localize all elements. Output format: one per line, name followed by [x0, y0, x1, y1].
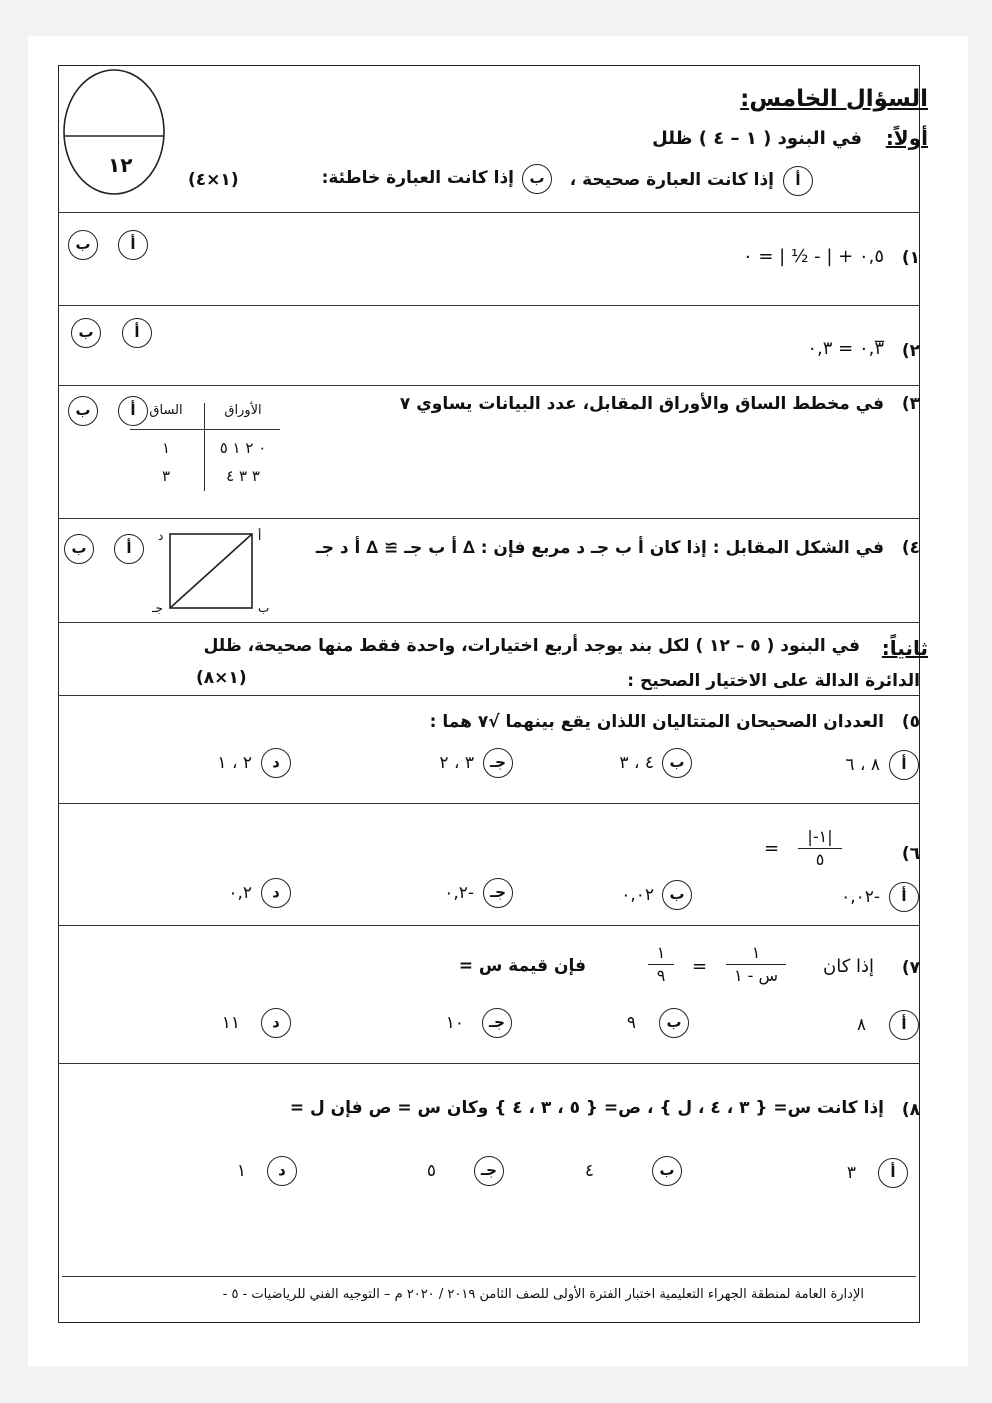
- part1-label: أولاً:: [885, 126, 928, 150]
- footer-divider: [62, 1276, 916, 1277]
- q1-choice-b[interactable]: ب: [68, 230, 98, 260]
- q6-choice-b[interactable]: ب: [662, 880, 692, 910]
- q6-choice-a[interactable]: أ: [889, 882, 919, 912]
- q5-number: ٥): [901, 712, 920, 732]
- divider: [58, 622, 920, 623]
- q7-choice-c[interactable]: جـ: [482, 1008, 512, 1038]
- table-divider: [204, 403, 205, 491]
- q1-number: ١): [901, 248, 920, 268]
- q7-lhs-denominator: س - ١: [733, 965, 779, 985]
- q5-statement: العددان الصحيحان المتتاليان اللذان يقع بينهما √٧ هما :: [429, 712, 884, 732]
- q7-option-b: ٩: [626, 1013, 636, 1033]
- q4-number: ٤): [901, 538, 920, 558]
- vertex-a: أ: [258, 529, 262, 543]
- q7-rhs-fraction: [648, 944, 674, 984]
- leaf-header: الأوراق: [224, 403, 262, 418]
- q3-number: ٣): [901, 394, 920, 414]
- q8-option-d: ١: [236, 1161, 246, 1181]
- q3-choice-b[interactable]: ب: [68, 396, 98, 426]
- q5-option-d: ٢ ، ١: [217, 753, 252, 773]
- q6-option-c: -٠,٢: [444, 883, 474, 903]
- fraction-bar: [726, 964, 786, 965]
- divider: [58, 803, 920, 804]
- q7-prefix: إذا كان: [822, 956, 874, 977]
- q7-choice-d[interactable]: د: [261, 1008, 291, 1038]
- q8-option-c: ٥: [426, 1161, 436, 1181]
- q8-statement: إذا كانت س= { ٣ ، ٤ ، ل } ، ص= { ٥ ، ٣ ، ٤ } وكان س = ص فإن ل =: [289, 1098, 884, 1118]
- instr-b-text: إذا كانت العبارة خاطئة:: [321, 168, 514, 188]
- footer-text: الإدارة العامة لمنطقة الجهراء التعليمية اختبار الفترة الأولى للصف الثامن ٢٠١٩ / ٢٠٢٠ م – التوجيه الفني للرياضيات - ٥ -: [222, 1287, 864, 1302]
- q2-number: ٢): [901, 341, 920, 361]
- divider: [58, 925, 920, 926]
- q5-choice-a[interactable]: أ: [889, 750, 919, 780]
- q2-statement: ٠,٣̅ = ٠,٣: [807, 338, 884, 359]
- q6-numerator: |-١|: [807, 827, 833, 846]
- q1-choice-a[interactable]: أ: [118, 230, 148, 260]
- score-value: ١٢: [108, 153, 133, 177]
- square-figure: [150, 528, 280, 618]
- q7-number: ٧): [901, 958, 920, 978]
- q5-option-c: ٣ ، ٢: [439, 753, 474, 773]
- q8-option-a: ٣: [846, 1163, 856, 1183]
- q6-number: ٦): [901, 844, 920, 864]
- q8-option-b: ٤: [584, 1161, 594, 1181]
- q7-equals: =: [692, 956, 708, 977]
- q8-choice-b[interactable]: ب: [652, 1156, 682, 1186]
- q1-statement: ٠,٥ + | - ½ | = ٠: [742, 246, 884, 267]
- q6-denominator: ٥: [815, 849, 825, 869]
- q4-choice-a[interactable]: أ: [114, 534, 144, 564]
- q8-number: ٨): [901, 1100, 920, 1120]
- q7-option-a: ٨: [856, 1015, 866, 1035]
- divider: [58, 212, 920, 213]
- diagonal-ac: [170, 534, 252, 608]
- q7-rhs-numerator: ١: [656, 943, 666, 962]
- fraction-bar: [798, 848, 842, 849]
- q7-rhs-denominator: ٩: [656, 965, 666, 985]
- stem-leaf-table: [130, 403, 280, 493]
- q6-equals: =: [764, 838, 780, 859]
- part2-line1: في البنود ( ٥ – ١٢ ) لكل بند يوجد أربع اختيارات، واحدة فقط منها صحيحة، ظلل: [203, 636, 860, 656]
- vertex-b: ب: [258, 601, 270, 615]
- q5-choice-c[interactable]: جـ: [483, 748, 513, 778]
- part1-text: في البنود ( ١ – ٤ ) ظلل: [652, 128, 862, 149]
- divider: [58, 385, 920, 386]
- divider: [58, 695, 920, 696]
- q3-choice-a[interactable]: أ: [118, 396, 148, 426]
- q7-choice-b[interactable]: ب: [659, 1008, 689, 1038]
- stem-header: الساق: [149, 403, 183, 418]
- leaf-cell: ٠ ٢ ١ ٥: [219, 439, 267, 457]
- leaf-cell: ٣ ٣ ٤: [226, 467, 260, 485]
- vertex-c: جـ: [152, 601, 163, 615]
- fraction-bar: [648, 964, 674, 965]
- q5-choice-d[interactable]: د: [261, 748, 291, 778]
- vertex-d: د: [158, 529, 164, 543]
- question-title: السؤال الخامس:: [740, 86, 928, 112]
- stem-cell: ٣: [161, 467, 171, 485]
- q7-lhs-numerator: ١: [751, 943, 761, 962]
- q6-option-d: ٠,٢: [228, 883, 252, 903]
- q7-option-d: ١١: [221, 1013, 240, 1033]
- part2-line2: الدائرة الدالة على الاختيار الصحيح :: [627, 671, 920, 691]
- divider: [58, 1063, 920, 1064]
- part2-marks: (١×٨): [196, 668, 247, 688]
- part2-label: ثانياً:: [881, 636, 928, 660]
- instr-a-circle: أ: [783, 166, 813, 196]
- q4-choice-b[interactable]: ب: [64, 534, 94, 564]
- q6-option-a: -٠,٠٢: [841, 887, 880, 907]
- q2-choice-b[interactable]: ب: [71, 318, 101, 348]
- q6-choice-c[interactable]: جـ: [483, 878, 513, 908]
- score-circle: [62, 68, 172, 198]
- q2-choice-a[interactable]: أ: [122, 318, 152, 348]
- q5-option-a: ٨ ، ٦: [845, 755, 880, 775]
- q6-fraction: [798, 828, 842, 868]
- instr-a-text: إذا كانت العبارة صحيحة ،: [569, 170, 774, 190]
- q6-option-b: ٠,٠٢: [621, 885, 654, 905]
- q6-choice-d[interactable]: د: [261, 878, 291, 908]
- q8-choice-c[interactable]: جـ: [474, 1156, 504, 1186]
- divider: [58, 305, 920, 306]
- part1-marks: (١×٤): [188, 170, 239, 190]
- q7-option-c: ١٠: [445, 1013, 464, 1033]
- q7-lhs-fraction: [726, 944, 786, 984]
- q5-choice-b[interactable]: ب: [662, 748, 692, 778]
- divider: [58, 518, 920, 519]
- stem-cell: ١: [161, 439, 171, 457]
- q8-choice-a[interactable]: أ: [878, 1158, 908, 1188]
- q5-option-b: ٤ ، ٣: [619, 753, 654, 773]
- table-header-line: [130, 429, 280, 430]
- q8-choice-d[interactable]: د: [267, 1156, 297, 1186]
- q3-statement: في مخطط الساق والأوراق المقابل، عدد البيانات يساوي ٧: [399, 394, 884, 414]
- q7-suffix: فإن قيمة س =: [458, 956, 586, 976]
- q4-statement: في الشكل المقابل : إذا كان أ ب جـ د مربع فإن : ∆ أ ب جـ ≅ ∆ أ د جـ: [315, 538, 884, 558]
- instr-b-circle: ب: [522, 164, 552, 194]
- q7-choice-a[interactable]: أ: [889, 1010, 919, 1040]
